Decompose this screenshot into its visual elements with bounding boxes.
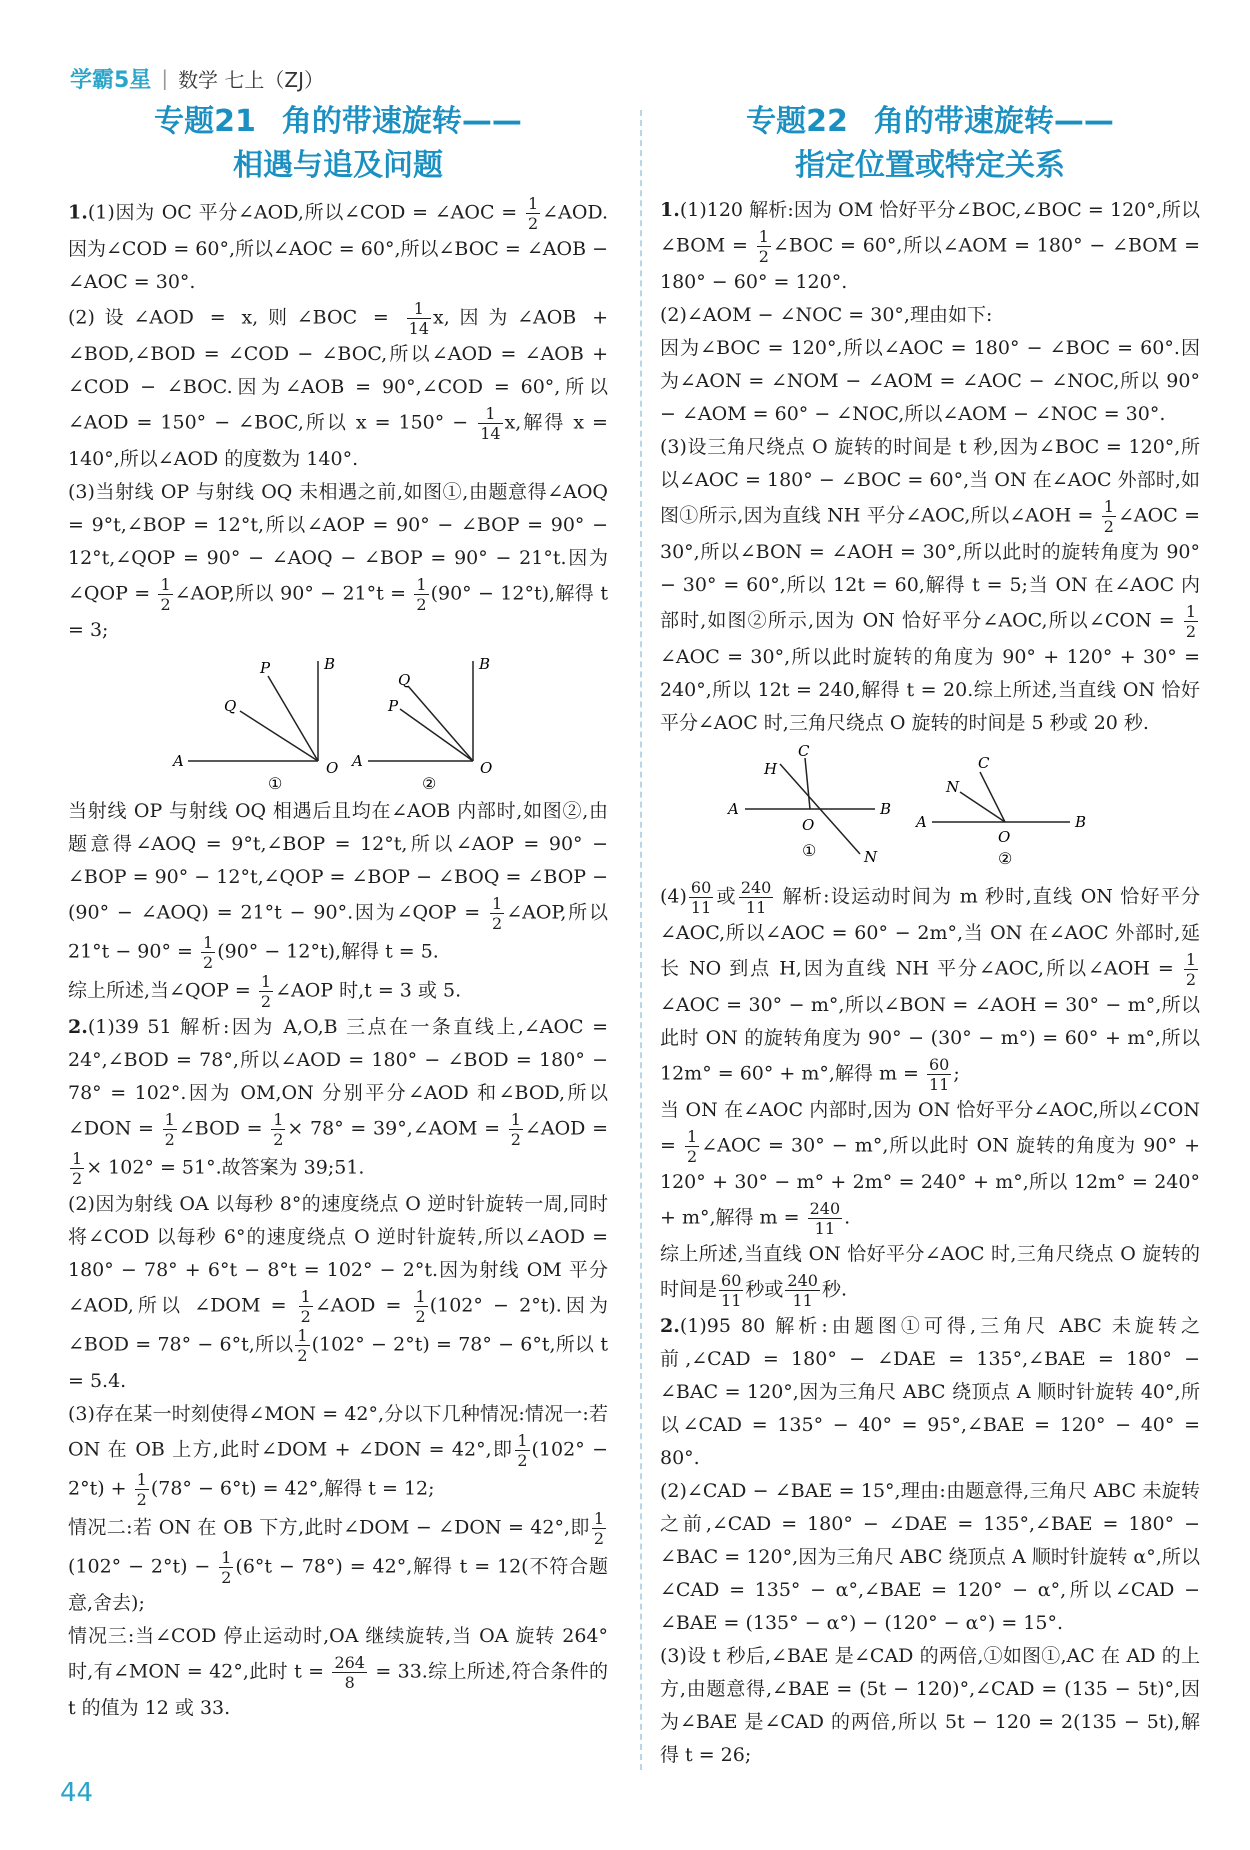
svg-text:P: P	[260, 659, 271, 677]
left-column	[68, 100, 608, 1725]
r-q1-part4-case2: 当 ON 在∠AOC 内部时,因为 ON 恰好平分∠AOC,所以∠CON = $\frac{1}{2}$ ∠AOC = 30° − m°,所以此时 ON 旋转的角度为 90° + 120° + 30° − m° + 2m° = 240° + m°,所以 12m° = 240° + m°,解得 m = $\frac{240}{11}$ .	[660, 1099, 1200, 1238]
q1-part3-case2: 当射线 OP 与射线 OQ 相遇后且均在∠AOB 内部时,如图②,由题意得∠AOQ = 9°t,∠BOP = 12°t,所以∠AOP = 90° − ∠BOP = 90° − 12°t,∠QOP = ∠BOP − ∠BOQ = ∠BOP − (90° − ∠AOQ) = 21°t − 90°.因为∠QOP = $\frac{1}{2}$ ∠AOP,所以 21°t − 90° = $\frac{1}{2}$ (90° − 12°t),解得 t = 5.	[68, 800, 609, 972]
svg-text:①: ①	[268, 774, 283, 791]
svg-text:Q: Q	[398, 671, 411, 689]
left-figure-1	[171, 655, 338, 791]
svg-text:O: O	[480, 759, 493, 777]
svg-text:A: A	[173, 752, 184, 770]
svg-text:A: A	[352, 752, 363, 770]
svg-text:B: B	[880, 800, 892, 818]
svg-text:N: N	[946, 778, 960, 796]
svg-text:C: C	[798, 744, 810, 760]
right-figure-1	[726, 744, 891, 866]
svg-text:P: P	[388, 697, 399, 715]
svg-text:①: ①	[802, 841, 817, 860]
right-angle-figures	[660, 744, 1200, 874]
subject-label: 数学 七上（ZJ）	[178, 67, 325, 92]
svg-text:B: B	[1075, 813, 1087, 831]
svg-text:A: A	[728, 800, 739, 818]
page-header	[70, 60, 324, 96]
q1-summary: 综上所述,当∠QOP = $\frac{1}{2}$ ∠AOP 时,t = 3 或 5.	[68, 972, 462, 1011]
svg-text:②: ②	[422, 774, 437, 791]
svg-text:②: ②	[998, 849, 1013, 868]
topic-21-title: 专题21 角的带速旋转—— 相遇与追及问题	[154, 104, 522, 183]
svg-text:O: O	[326, 759, 339, 777]
q1-part2: (2)设∠AOD = x,则∠BOC = $\frac{1}{14}$ x,因为∠AOB + ∠BOD,∠BOD = ∠COD − ∠BOC,所以∠AOD = ∠AOB + ∠COD − ∠BOC.因为∠AOB = 90°,∠COD = 60°,所以∠AOD = 150° − ∠BOC,所以 x = 150° − $\frac{1}{14}$ x,解得 x = 140°,所以∠AOD 的度数为 140°.	[68, 299, 608, 470]
r-q1-part3: (3)设三角尺绕点 O 旋转的时间是 t 秒,因为∠BOC = 120°,所以∠AOC = 180° − ∠BOC = 60°,当 ON 在∠AOC 外部时,如图①所示,因为直线 NH 平分∠AOC,所以∠AOH = $\frac{1}{2}$ ∠AOC = 30°,所以∠BON = ∠AOH = 30°,所以此时的旋转角度为 90° − 30° = 60°,所以 12t = 60,解得 t = 5;当 ON 在∠AOC 内部时,如图②所示,因为 ON 恰好平分∠AOC,所以∠CON = $\frac{1}{2}$ ∠AOC = 30°,所以此时旋转的角度为 90° + 120° + 30° = 240°,所以 12t = 240,解得 t = 20.综上所述,当直线 ON 恰好平分∠AOC 时,三角尺绕点 O 旋转的时间是 5 秒或 20 秒.	[660, 436, 1201, 734]
r-q1-part4: (4) $\frac{60}{11}$ 或 $\frac{240}{11}$ 解析:设运动时间为 m 秒时,直线 ON 恰好平分∠AOC,所以∠AOC = 60° − 2m°,当 ON 在∠AOC 外部时,延长 NO 到点 H,因为直线 NH 平分∠AOC,所以∠AOH = $\frac{1}{2}$ ∠AOC = 30° − m°,所以∠BON = ∠AOH = 30° − m°,所以此时 ON 的旋转角度为 90° − (30° − m°) = 60° + m°,所以 12m° = 60° + m°,解得 m = $\frac{60}{11}$ ;	[660, 878, 1200, 1094]
right-column	[660, 100, 1200, 1772]
q2-part1: 2.(1)39 51 解析:因为 A,O,B 三点在一条直线上,∠AOC = 24°,∠BOD = 78°,所以∠AOD = 180° − ∠BOD = 180° − 78° = 102°.因为 OM,ON 分别平分∠AOD 和∠BOD,所以∠DON = $\frac{1}{2}$ ∠BOD = $\frac{1}{2}$ × 78° = 39°,∠AOM = $\frac{1}{2}$ ∠AOD = $\frac{1}{2}$ × 102° = 51°.故答案为 39;51.	[68, 1016, 608, 1188]
topic-22-title: 专题22 角的带速旋转—— 指定位置或特定关系	[746, 104, 1114, 183]
header-separator: |	[161, 66, 169, 90]
svg-text:B: B	[324, 655, 336, 673]
r-q1-part1: 1.(1)120 解析:因为 OM 恰好平分∠BOC,∠BOC = 120°,所以∠BOM = $\frac{1}{2}$ ∠BOC = 60°,所以∠AOM = 180° − ∠BOM = 180° − 60° = 120°.	[660, 199, 1200, 293]
svg-text:O: O	[802, 816, 815, 834]
q1-part3: (3)当射线 OP 与射线 OQ 未相遇之前,如图①,由题意得∠AOQ = 9°t,∠BOP = 12°t,所以∠AOP = 90° − ∠BOP = 90° − 12°t,∠QOP = 90° − ∠AOQ − ∠BOP = 90° − 21°t.因为∠QOP = $\frac{1}{2}$ ∠AOP,所以 90° − 21°t = $\frac{1}{2}$ (90° − 12°t),解得 t = 3;	[68, 481, 609, 641]
right-figure-2	[914, 754, 1086, 868]
q2-part2: (2)因为射线 OA 以每秒 8°的速度绕点 O 逆时针旋转一周,同时将∠COD 以每秒 6°的速度绕点 O 逆时针旋转,所以∠AOD = 180° − 78° + 6°t − 8°t = 102° − 2°t.因为射线 OM 平分∠AOD,所以 ∠DOM = $\frac{1}{2}$ ∠AOD = $\frac{1}{2}$ (102° − 2°t).因为∠BOD = 78° − 6°t,所以 $\frac{1}{2}$ (102° − 2°t) = 78° − 6°t,所以 t = 5.4.	[68, 1193, 608, 1392]
q2-part3-case3: 情况三:当∠COD 停止运动时,OA 继续旋转,当 OA 旋转 264°时,有∠MON = 42°,此时 t = $\frac{264}{8}$ = 33.综上所述,符合条件的 t 的值为 12 或 33.	[68, 1625, 608, 1719]
svg-text:C: C	[978, 754, 990, 772]
q2-part3-case1: (3)存在某一时刻使得∠MON = 42°,分以下几种情况:情况一:若 ON 在 OB 上方,此时∠DOM + ∠DON = 42°,即 $\frac{1}{2}$ (102° − 2°t) + $\frac{1}{2}$ (78° − 6°t) = 42°,解得 t = 12;	[68, 1403, 608, 1509]
q2-part3-case2: 情况二:若 ON 在 OB 下方,此时∠DOM − ∠DON = 42°,即 $\frac{1}{2}$ (102° − 2°t) − $\frac{1}{2}$ (6°t − 78°) = 42°,解得 t = 12(不符合题意,舍去);	[68, 1509, 608, 1614]
svg-text:N: N	[864, 848, 878, 866]
page-number: 44	[60, 1778, 94, 1808]
r-q1-summary: 综上所述,当直线 ON 恰好平分∠AOC 时,三角尺绕点 O 旋转的时间是 $\frac{60}{11}$ 秒或 $\frac{240}{11}$ 秒.	[660, 1243, 1200, 1310]
left-angle-figures	[68, 651, 608, 791]
svg-text:H: H	[764, 760, 778, 778]
svg-text:O: O	[998, 828, 1011, 846]
brand-logo: 学霸5星	[70, 67, 152, 93]
r-q2-part1: 2.(1)95 80 解析:由题图①可得,三角尺 ABC 未旋转之前,∠CAD = 180° − ∠DAE = 135°,∠BAE = 180° − ∠BAC = 120°,因为三角尺 ABC 绕顶点 A 顺时针旋转 40°,所以∠CAD = 135° − 40° = 95°,∠BAE = 120° − 40° = 80°.	[660, 1315, 1200, 1469]
r-q2-part3: (3)设 t 秒后,∠BAE 是∠CAD 的两倍,①如图①,AC 在 AD 的上方,由题意得,∠BAE = (5t − 120)°,∠CAD = (135 − 5t)°,因为∠BAE 是∠CAD 的两倍,所以 5t − 120 = 2(135 − 5t),解得 t = 26;	[660, 1645, 1200, 1766]
q1-part1: 1.(1)因为 OC 平分∠AOD,所以∠COD = ∠AOC = $\frac{1}{2}$ ∠AOD. 因为∠COD = 60°,所以∠AOC = 60°,所以∠BOC = ∠AOB − ∠AOC = 30°.	[68, 194, 608, 293]
r-q1-part2: (2)∠AOM − ∠NOC = 30°,理由如下: 因为∠BOC = 120°,所以∠AOC = 180° − ∠BOC = 60°.因为∠AON = ∠NOM − ∠AOM = ∠AOC − ∠NOC,所以 90° − ∠AOM = 60° − ∠NOC,所以∠AOM − ∠NOC = 30°.	[660, 304, 1200, 425]
r-q2-part2: (2)∠CAD − ∠BAE = 15°,理由:由题意得,三角尺 ABC 未旋转之前,∠CAD = 180° − ∠DAE = 135°,∠BAE = 180° − ∠BAC = 120°,因为三角尺 ABC 绕顶点 A 顺时针旋转 α°,所以∠CAD = 135° − α°,∠BAE = 120° − α°,所以∠CAD − ∠BAE = (135° − α°) − (120° − α°) = 15°.	[660, 1480, 1200, 1634]
column-divider	[640, 110, 642, 1770]
svg-text:B: B	[479, 655, 491, 673]
left-figure-2	[350, 655, 492, 791]
svg-text:Q: Q	[224, 697, 237, 715]
svg-text:A: A	[916, 813, 927, 831]
